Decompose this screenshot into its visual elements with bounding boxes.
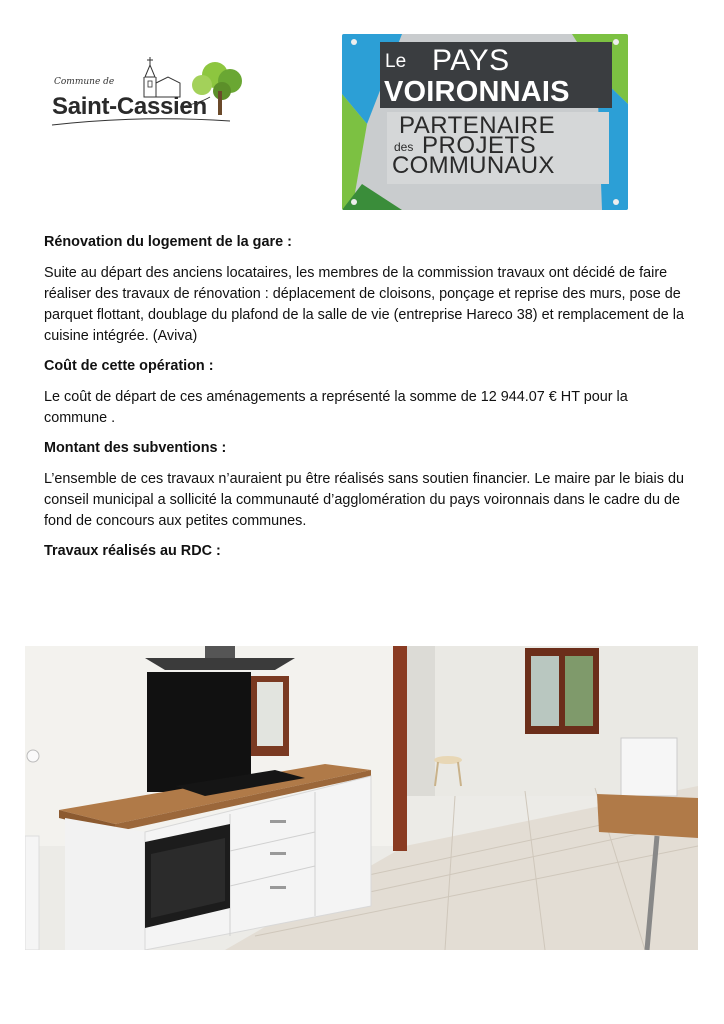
commune-script-label: Commune de	[54, 77, 115, 87]
plaque-des: des	[394, 140, 414, 154]
kitchen-illustration	[25, 646, 698, 950]
plaque-communaux: COMMUNAUX	[392, 152, 555, 179]
plaque-partenaire: PARTENAIRE	[399, 112, 556, 139]
plaque-projets: PROJETS	[422, 132, 537, 159]
plaque-pays: PAYS	[432, 44, 510, 77]
paragraph-subventions: L’ensemble de ces travaux n’auraient pu être réalisés sans soutien financier. Le maire par le biais du conseil municipal a sollicité la communauté d’agglomération du pays voironnais dans le cadre du de fond de concours aux petites communes.	[44, 471, 684, 529]
pays-voironnais-plaque	[342, 34, 628, 210]
paragraph-renovation: Suite au départ des anciens locataires, les membres de la commission travaux ont décidé de faire réaliser des travaux de rénovation : déplacement de cloisons, ponçage et reprise des murs, pose de parquet flottant, doublage du plafond de la salle de vie (entreprise Hareco 38) et remplacement de la cuisine intégrée. (Aviva)	[44, 265, 684, 344]
commune-logo	[50, 55, 255, 135]
heading-renovation: Rénovation du logement de la gare :	[44, 234, 292, 250]
document-body	[44, 232, 684, 572]
kitchen-photo	[25, 646, 698, 950]
paragraph-cout: Le coût de départ de ces aménagements a représenté la somme de 12 944.07 € HT pour la commune .	[44, 389, 628, 426]
heading-travaux-rdc: Travaux réalisés au RDC :	[44, 543, 221, 559]
commune-name: Saint-Cassien	[52, 93, 207, 120]
plaque-voironnais: VOIRONNAIS	[384, 76, 570, 108]
plaque-le: Le	[385, 51, 407, 72]
heading-cout: Coût de cette opération :	[44, 358, 214, 374]
heading-subventions: Montant des subventions :	[44, 440, 227, 456]
